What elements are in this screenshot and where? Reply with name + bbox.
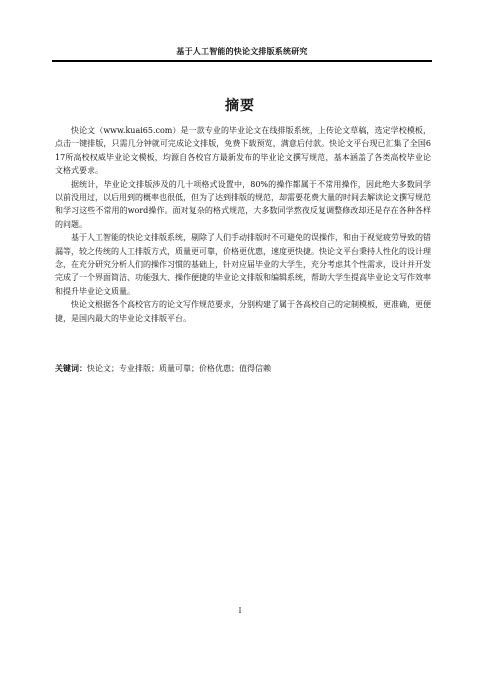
abstract-paragraph-4: 快论文根据各个高校官方的论文写作规范要求，分别构建了属于各高校自己的定制模板，更准确，更便捷，是国内最大的毕业论文排版平台。 (55, 300, 431, 323)
abstract-body (55, 124, 431, 325)
running-header (52, 47, 432, 62)
keywords-line (55, 362, 431, 375)
running-header-title: 基于人工智能的快论文排版系统研究 (176, 47, 308, 56)
abstract-paragraph-3: 基于人工智能的快论文排版系统，剔除了人们手动排版时不可避免的误操作，和由于视觉疲劳导致的错漏等，较之传统的人工排版方式，质量更可靠，价格更优惠，速度更快捷。快论文平台秉持人性化的设计理念，在充分研究分析人们的操作习惯的基础上，针对应届毕业的大学生，充分考虑其个性需求，设计并开发完成了一个界面简洁、功能强大、操作便捷的毕业论文排版和编辑系统，帮助大学生提高毕业论文写作效率和提升毕业论文质量。 (55, 233, 431, 296)
page-number: I (238, 607, 242, 615)
abstract-paragraph-2: 据统计，毕业论文排版涉及的几十项格式设置中，80%的操作都属于不常用操作，因此绝大多数同学以前没用过，以后用到的概率也很低，但为了达到排版的规范，却需要花费大量的时间去解读论文撰写规范和学习这些不常用的word操作。面对复杂的格式规范，大多数同学熬夜反复调整修改却还是存在各种各样的问题。 (55, 179, 431, 229)
keywords-text: 快论文；专业排版；质量可靠；价格优惠；值得信赖 (87, 364, 271, 373)
abstract-paragraph-1: 快论文（www.kuai65.com）是一款专业的毕业论文在线排版系统，上传论文草稿，选定学校模板，点击一键排版，只需几分钟就可完成论文排版，免费下载预览，满意后付款。快论文平台现已汇集了全国617所高校权威毕业论文模板，均源自各校官方最新发布的毕业论文撰写规范，基本涵盖了各类高校毕业论文格式要求。 (55, 126, 431, 176)
keywords-label: 关键词： (55, 364, 87, 373)
abstract-title: 摘要 (225, 98, 255, 114)
